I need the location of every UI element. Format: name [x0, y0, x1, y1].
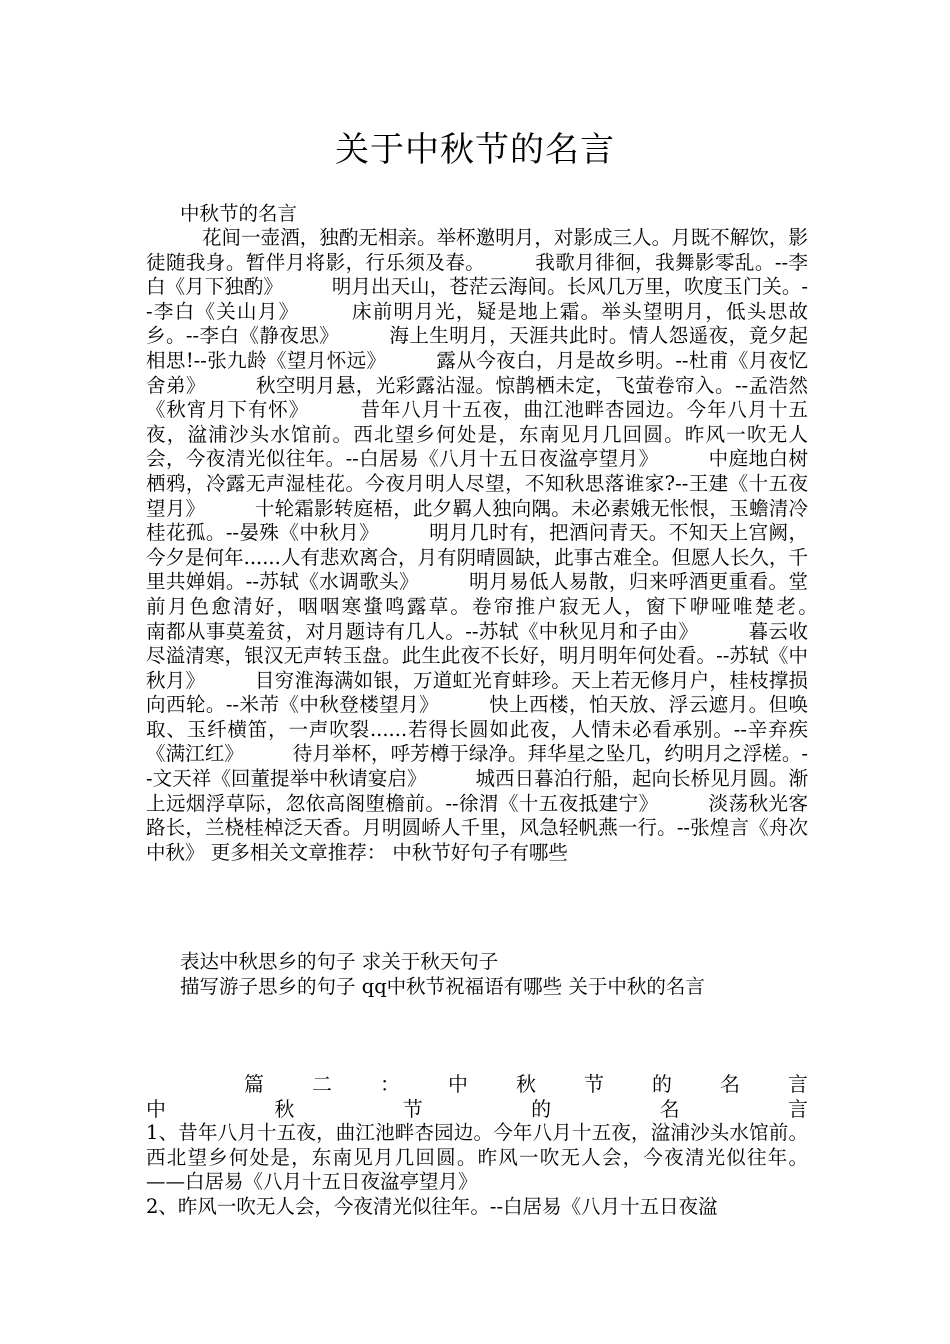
section2-heading	[146, 1097, 808, 1122]
section2-heading-char: 秋	[274, 1097, 295, 1121]
section2-title-char: 名	[720, 1072, 740, 1096]
section1-heading-block	[146, 202, 808, 227]
section1-body: 花间一壶酒，独酌无相亲。举杯邀明月，对影成三人。月既不解饮，影徒随我身。暂伴月将影，行乐须及春。 我歌月徘徊，我舞影零乱。--李白《月下独酌》 明月出天山，苍茫云海间。长风几万里，吹度玉门关。--李白《关山月》 床前明月光，疑是地上霜。举头望明月，低头思故乡。--李白《静夜思》 海上生明月，天涯共此时。情人怨遥夜，竟夕起相思!--张九龄《望月怀远》 露从今夜白，月是故乡明。--杜甫《月夜忆舍弟》 秋空明月悬，光彩露沾湿。惊鹊栖未定，飞萤卷帘入。--孟浩然《秋宵月下有怀》 昔年八月十五夜，曲江池畔杏园边。今年八月十五夜，湓浦沙头水馆前。西北望乡何处是，东南见月几回圆。昨风一吹无人会，今夜清光似往年。--白居易《八月十五日夜湓亭望月》 中庭地白树栖鸦，冷露无声湿桂花。今夜月明人尽望，不知秋思落谁家?--王建《十五夜望月》 十轮霜影转庭梧，此夕羁人独向隅。未必素娥无怅恨，玉蟾清冷桂花孤。--晏殊《中秋月》 明月几时有，把酒问青天。不知天上宫阙，今夕是何年......人有悲欢离合，月有阴晴圆缺，此事古难全。但愿人长久，千里共婵娟。--苏轼《水调歌头》 明月易低人易散，归来呼酒更重看。堂前月色愈清好，咽咽寒螀鸣露草。卷帘推户寂无人，窗下咿哑唯楚老。 南都从事莫羞贫，对月题诗有几人。--苏轼《中秋见月和子由》 暮云收尽溢清寒，银汉无声转玉盘。此生此夜不长好，明月明年何处看。--苏轼《中秋月》 目穷淮海满如银，万道虹光育蚌珍。天上若无修月户，桂枝撑损向西轮。--米芾《中秋登楼望月》 快上西楼，怕天放、浮云遮月。但唤取、玉纤横笛，一声吹裂......若得长圆如此夜，人情未必看承别。--辛弃疾《满江红》 待月举杯，呼芳樽于绿净。拜华星之坠几，约明月之浮槎。--文天祥《回董提举中秋请宴启》 城西日暮泊行船，起向长桥见月圆。渐上远烟浮草际，忽依高阁堕檐前。--徐渭《十五夜抵建宁》 淡荡秋光客路长，兰桡桂棹泛天香。月明圆峤人千里，风急轻帆燕一行。--张煌言《舟次中秋》 更多相关文章推荐： 中秋节好句子有哪些	[146, 226, 867, 864]
section2-heading-char: 名	[659, 1097, 680, 1121]
related-link[interactable]: qq中秋节祝福语有哪些	[361, 974, 563, 998]
section2-heading-char: 中	[146, 1097, 166, 1121]
section2-title-char: ：	[380, 1072, 400, 1096]
section2-title-char: 节	[584, 1072, 604, 1096]
section2-title-char: 言	[788, 1072, 808, 1096]
document-title: 关于中秋节的名言	[335, 130, 615, 170]
section2-title-char: 秋	[516, 1072, 536, 1096]
section2-item: 2、昨风一吹无人会，今夜清光似往年。--白居易《八月十五日夜湓	[146, 1194, 718, 1218]
related-links-row-1	[146, 950, 808, 975]
section1-heading: 中秋节的名言	[180, 202, 298, 225]
section2-heading-char: 言	[787, 1097, 808, 1121]
related-links	[146, 950, 808, 999]
section2-title-char: 篇	[244, 1072, 264, 1096]
section2-title-char: 的	[652, 1072, 672, 1096]
related-link[interactable]: 描写游子思乡的句子	[180, 974, 356, 998]
section2-heading-char: 节	[402, 1097, 423, 1121]
section2-body	[146, 1121, 808, 1219]
section2-title-char: 二	[312, 1072, 332, 1096]
section2-item: 1、昔年八月十五夜，曲江池畔杏园边。今年八月十五夜，湓浦沙头水馆前。西北望乡何处是，东南见月几回圆。昨风一吹无人会，今夜清光似往年。——白居易《八月十五日夜湓亭望月》	[146, 1121, 808, 1194]
related-link[interactable]: 表达中秋思乡的句子	[180, 950, 356, 973]
section2-heading-char: 的	[531, 1097, 552, 1121]
related-links-row-2	[146, 975, 808, 1000]
related-link[interactable]: 关于中秋的名言	[568, 974, 705, 998]
related-link[interactable]: 求关于秋天句子	[361, 950, 499, 973]
section2-title	[146, 1072, 808, 1097]
section1-body-block	[146, 226, 867, 865]
section2-title-char: 中	[448, 1072, 468, 1096]
